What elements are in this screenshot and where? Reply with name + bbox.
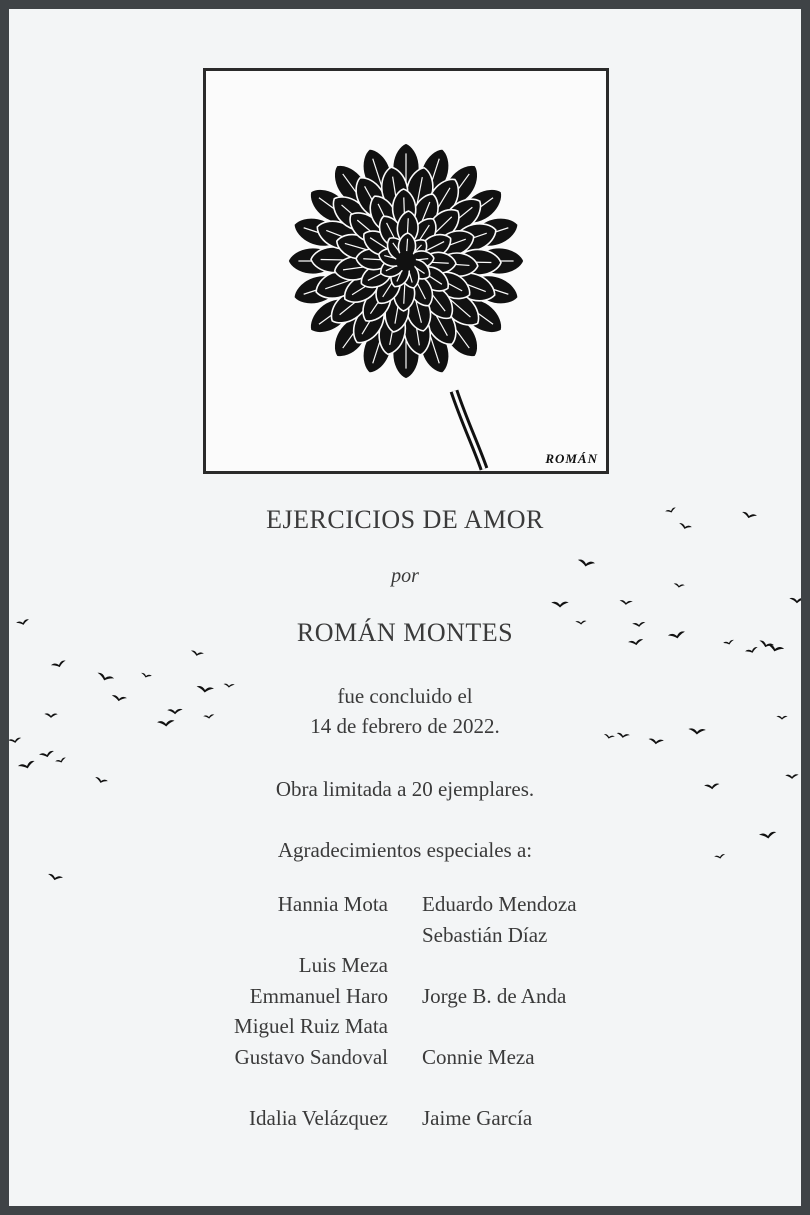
limited-edition-note: Obra limitada a 20 ejemplares. [275,777,535,801]
name-item: Hannia Mota [277,892,388,916]
name-item [234,1072,388,1103]
completion-note [9,681,801,741]
artist-signature: ROMÁN [545,451,598,466]
flower-center [396,251,416,271]
page [9,9,801,1206]
bird-silhouette [18,760,36,771]
completion-date: 14 de febrero de 2022. [310,714,500,738]
name-item: Luis Meza [298,953,388,977]
name-item [422,1072,577,1103]
bird-silhouette [551,602,569,608]
completion-line-1: fue concluido el [337,684,473,708]
by-label: por [391,565,419,587]
bird-silhouette [55,757,67,764]
bird-silhouette [190,650,204,657]
name-item: Sebastián Díaz [422,922,548,947]
thanks-heading: Agradecimientos especiales a: [277,838,533,862]
book-title: EJERCICIOS DE AMOR [266,505,544,534]
bird-silhouette [789,598,801,604]
name-item [422,1011,577,1042]
name-item: Miguel Ruiz Mata [234,1014,388,1038]
name-item: Jaime García [422,1105,533,1130]
bird-silhouette [619,600,633,606]
name-item [422,950,577,981]
author-name: ROMÁN MONTES [296,618,514,647]
name-item: Idalia Velázquez [249,1105,388,1130]
name-item: Emmanuel Haro [249,983,388,1008]
names-left-column [234,889,388,1133]
name-item: Gustavo Sandoval [234,1044,388,1069]
names-right-column [422,889,577,1133]
bird-silhouette [47,873,63,882]
name-item: Connie Meza [422,1044,535,1069]
bird-silhouette [39,750,55,759]
name-item [234,920,388,951]
bird-silhouette [51,660,67,670]
dahlia-flower-illustration [206,71,606,471]
bird-silhouette [140,672,152,679]
name-item: Eduardo Mendoza [422,892,577,916]
illustration-frame [203,68,609,474]
name-item: Jorge B. de Anda [422,983,567,1008]
